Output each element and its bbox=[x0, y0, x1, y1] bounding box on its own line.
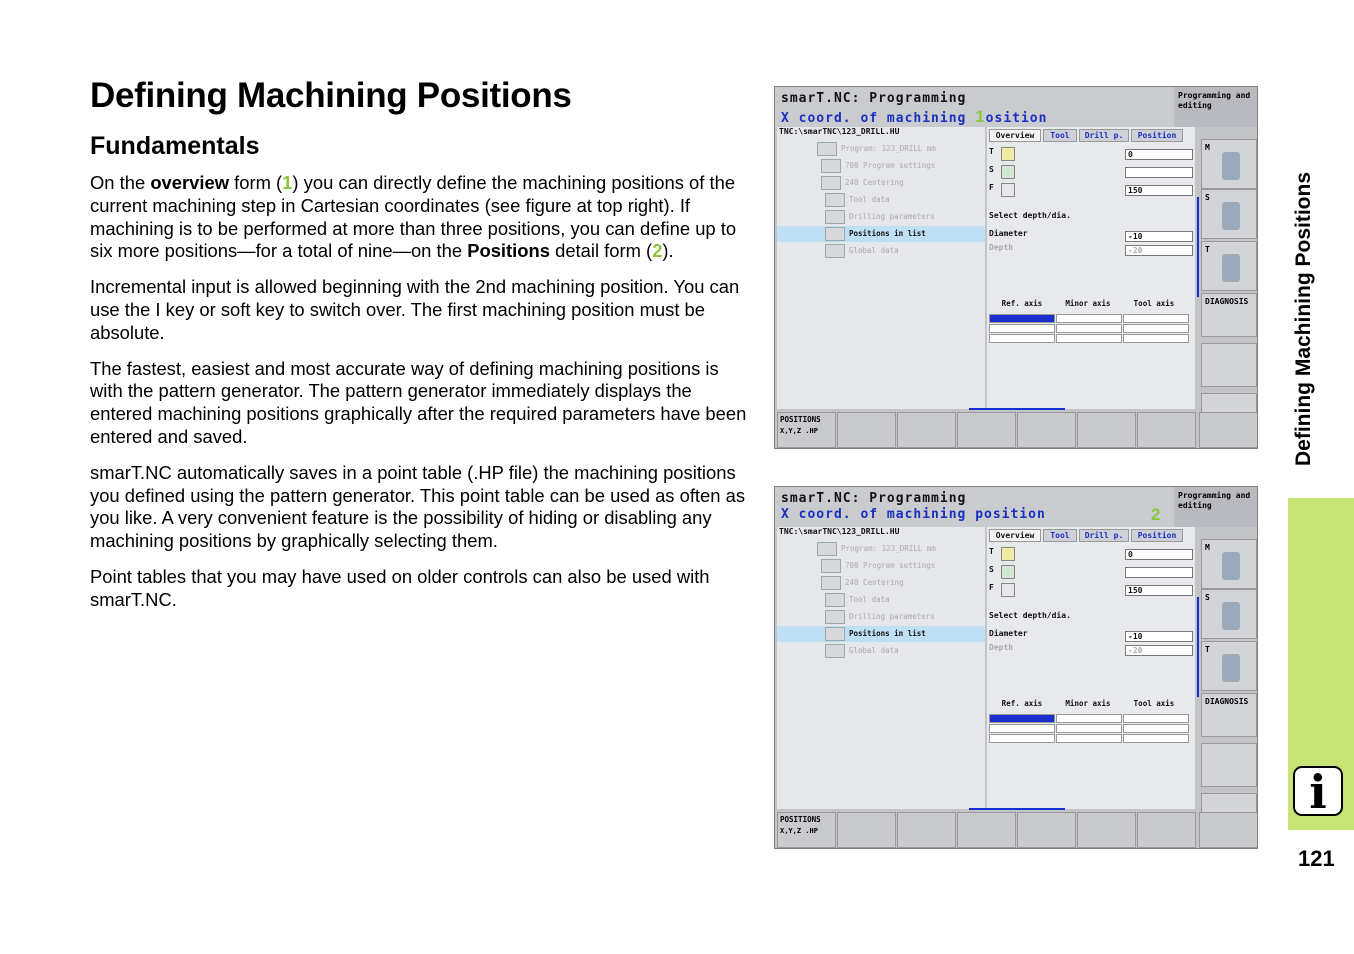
tool-icon bbox=[1001, 147, 1015, 161]
softkey-positions[interactable] bbox=[777, 812, 836, 848]
machine-icon bbox=[1222, 552, 1240, 580]
form-tabs bbox=[987, 129, 1195, 142]
tool-change-icon bbox=[1222, 254, 1240, 282]
table-row[interactable] bbox=[989, 728, 1193, 738]
hp-label: .HP bbox=[805, 427, 818, 435]
field-s[interactable] bbox=[1125, 167, 1193, 178]
paragraph-3: The fastest, easiest and most accurate way of defining machining positions is with the pattern generator. The pattern generator immediately displays the entered machining positions graphically after the required parameters have been entered and saved. bbox=[90, 357, 747, 447]
spindle-icon bbox=[1001, 165, 1015, 179]
bold-positions: Positions bbox=[467, 240, 550, 262]
paragraph-1 bbox=[90, 172, 748, 263]
tree-node[interactable] bbox=[777, 609, 985, 625]
softkey-s[interactable] bbox=[1201, 189, 1257, 239]
depth-label: Depth bbox=[989, 243, 1014, 252]
tab-tool[interactable]: Tool bbox=[1043, 129, 1077, 142]
select-label: Select depth/dia. bbox=[989, 611, 1071, 620]
table-row[interactable] bbox=[989, 708, 1193, 718]
positions-table bbox=[989, 299, 1193, 338]
text-run: ). bbox=[662, 240, 674, 262]
tab-overview[interactable]: Overview bbox=[989, 129, 1041, 142]
tree-node-label: 240 Centering bbox=[845, 578, 904, 587]
body-text bbox=[90, 172, 748, 625]
softkey-label: M bbox=[1205, 143, 1210, 152]
tool-icon bbox=[825, 193, 845, 207]
softkey-label: S bbox=[1205, 593, 1210, 602]
softkey-label: M bbox=[1205, 543, 1210, 552]
xyz-label: X,Y,Z bbox=[780, 427, 802, 435]
depth-row bbox=[989, 643, 1193, 659]
text-run: ) you can directly define the machining positions of the current machining step in Cartesian coordinates (see figure at top right). If machining is to be performed at more than three positions, you can define up to six more positions—for a total of nine—on the bbox=[90, 172, 737, 262]
marker-2: 2 bbox=[652, 240, 663, 262]
softkey-diagnosis[interactable] bbox=[1201, 293, 1257, 337]
softkey-label: DIAGNOSIS bbox=[1205, 297, 1249, 306]
diameter-label: Diameter bbox=[989, 229, 1028, 238]
tree-node-label: Program: 123_DRILL mm bbox=[841, 144, 936, 153]
tree-node-label: 700 Program settings bbox=[845, 561, 936, 570]
softkey-m[interactable] bbox=[1201, 139, 1257, 189]
screenshot-overview-form bbox=[774, 86, 1258, 449]
globe-icon bbox=[825, 244, 845, 258]
softkey-empty[interactable] bbox=[1077, 812, 1136, 848]
tree-node[interactable] bbox=[777, 192, 985, 208]
softkey-label: T bbox=[1205, 645, 1210, 654]
softkey-t[interactable] bbox=[1201, 641, 1257, 691]
table-row[interactable] bbox=[989, 308, 1193, 318]
tree-node[interactable] bbox=[777, 643, 985, 659]
field-row-f: F 150 bbox=[989, 583, 1193, 599]
field-title-part: X coord. of machining bbox=[781, 507, 967, 522]
centering-icon bbox=[821, 176, 841, 190]
spindle-icon bbox=[1222, 202, 1240, 230]
table-cell[interactable] bbox=[1123, 734, 1189, 743]
tree-node-label: Tool data bbox=[849, 595, 890, 604]
paragraph-4: smarT.NC automatically saves in a point table (.HP file) the machining positions you defined using the pattern generator. This point table can be used as often as you like. A very convenient feature is the possibility of hiding or disabling any machining positions by graphically selecting them. bbox=[90, 461, 746, 552]
globe-icon bbox=[825, 644, 845, 658]
program-tree bbox=[777, 127, 985, 409]
softkey-label: T bbox=[1205, 245, 1210, 254]
softkey-sub bbox=[780, 827, 833, 835]
section-title: Fundamentals bbox=[90, 132, 260, 160]
field-title-part: position bbox=[975, 507, 1046, 522]
softkey-diagnosis[interactable] bbox=[1201, 693, 1257, 737]
hp-label: .HP bbox=[805, 827, 818, 835]
table-header bbox=[989, 299, 1193, 308]
softkey-empty[interactable] bbox=[1077, 412, 1136, 448]
tree-node-label: Global data bbox=[849, 646, 899, 655]
settings-icon bbox=[821, 159, 841, 173]
screen-title: smarT.NC: Programming bbox=[781, 91, 967, 106]
screenshot-positions-form bbox=[774, 486, 1258, 849]
text-run: On the bbox=[90, 172, 151, 193]
field-row-s: S bbox=[989, 165, 1193, 181]
screen-field-title bbox=[781, 507, 1046, 522]
col-tool-axis: Tool axis bbox=[1133, 299, 1175, 308]
softkey-empty[interactable] bbox=[837, 812, 896, 848]
table-cell[interactable] bbox=[1056, 734, 1122, 743]
tree-node[interactable] bbox=[777, 243, 985, 259]
select-row bbox=[989, 211, 1193, 227]
softkey-m[interactable] bbox=[1201, 539, 1257, 589]
screen-title: smarT.NC: Programming bbox=[781, 491, 967, 506]
col-ref-axis: Ref. axis bbox=[1001, 299, 1043, 308]
centering-icon bbox=[821, 576, 841, 590]
info-i-icon bbox=[1293, 765, 1343, 819]
info-glyph: i bbox=[1309, 765, 1327, 819]
field-row-t: T 0 bbox=[989, 547, 1193, 563]
tree-node-label: 240 Centering bbox=[845, 178, 904, 187]
softkey-sub bbox=[780, 427, 833, 435]
softkey-s[interactable] bbox=[1201, 589, 1257, 639]
scroll-indicator bbox=[969, 808, 1065, 810]
bold-overview: overview bbox=[150, 172, 230, 193]
screen-field-title bbox=[781, 107, 1047, 127]
bottom-softkeys bbox=[775, 411, 1258, 449]
softkey-empty[interactable] bbox=[1017, 412, 1076, 448]
tree-node[interactable] bbox=[777, 209, 985, 225]
field-s[interactable] bbox=[1125, 567, 1193, 578]
screen-header bbox=[775, 87, 1173, 127]
softkey-empty[interactable] bbox=[1137, 812, 1196, 848]
callout-marker: 2 bbox=[1151, 505, 1161, 524]
right-softkeys bbox=[1199, 127, 1257, 449]
col-minor-axis: Minor axis bbox=[1065, 699, 1111, 708]
table-cell[interactable] bbox=[1123, 334, 1189, 343]
program-tree bbox=[777, 527, 985, 809]
tab-overview[interactable]: Overview bbox=[989, 529, 1041, 542]
tool-icon bbox=[825, 593, 845, 607]
col-tool-axis: Tool axis bbox=[1133, 699, 1175, 708]
softkey-empty[interactable] bbox=[957, 812, 1016, 848]
softkey-empty[interactable] bbox=[897, 412, 956, 448]
tool-change-icon bbox=[1222, 654, 1240, 682]
tab-position[interactable]: Position bbox=[1131, 529, 1183, 542]
machine-icon bbox=[1222, 152, 1240, 180]
select-label: Select depth/dia. bbox=[989, 211, 1071, 220]
settings-icon bbox=[821, 559, 841, 573]
field-depth[interactable]: -20 bbox=[1125, 645, 1193, 656]
drill-icon bbox=[825, 210, 845, 224]
select-row bbox=[989, 611, 1193, 627]
page-title: Defining Machining Positions bbox=[90, 76, 572, 115]
spindle-icon bbox=[1222, 602, 1240, 630]
tree-node-label: Drilling parameters bbox=[849, 612, 935, 621]
table-cell[interactable] bbox=[989, 734, 1055, 743]
table-row[interactable] bbox=[989, 718, 1193, 728]
tab-tool[interactable]: Tool bbox=[1043, 529, 1077, 542]
tree-node[interactable] bbox=[777, 575, 985, 591]
tree-node-label: Tool data bbox=[849, 195, 890, 204]
right-softkeys bbox=[1199, 527, 1257, 849]
tree-node[interactable] bbox=[777, 158, 985, 174]
softkey-empty[interactable] bbox=[957, 412, 1016, 448]
diameter-label: Diameter bbox=[989, 629, 1028, 638]
tree-node-selected[interactable] bbox=[777, 226, 985, 242]
table-row[interactable] bbox=[989, 318, 1193, 328]
tree-node-label: Program: 123_DRILL mm bbox=[841, 544, 936, 553]
positions-table bbox=[989, 699, 1193, 738]
depth-row bbox=[989, 243, 1193, 259]
tree-node-label: Positions in list bbox=[849, 229, 926, 238]
field-row-f: F 150 bbox=[989, 183, 1193, 199]
marker-1: 1 bbox=[282, 172, 293, 193]
callout-marker: 1 bbox=[975, 107, 986, 126]
text-run: form ( bbox=[229, 172, 283, 193]
file-path: TNC:\smarTNC\123_DRILL.HU bbox=[779, 527, 900, 536]
tab-position[interactable]: Position bbox=[1131, 129, 1183, 142]
field-t[interactable]: 0 bbox=[1125, 549, 1193, 560]
field-title-part: X coord. of machining bbox=[781, 111, 967, 126]
screen-header bbox=[775, 487, 1173, 527]
feed-icon bbox=[1001, 183, 1015, 197]
program-icon bbox=[817, 542, 837, 556]
tree-node[interactable] bbox=[777, 592, 985, 608]
tree-node[interactable] bbox=[777, 141, 985, 157]
paragraph-5: Point tables that you may have used on older controls can also be used with smarT.NC. bbox=[90, 565, 710, 610]
field-diameter[interactable]: -10 bbox=[1125, 231, 1193, 242]
detail-form bbox=[987, 527, 1195, 809]
positions-icon bbox=[825, 227, 845, 241]
softkey-tool-view[interactable] bbox=[1199, 412, 1258, 448]
scroll-indicator bbox=[969, 408, 1065, 410]
field-diameter[interactable]: -10 bbox=[1125, 631, 1193, 642]
vertical-section-title: Defining Machining Positions bbox=[1292, 172, 1315, 466]
softkey-t[interactable] bbox=[1201, 241, 1257, 291]
softkey-empty[interactable] bbox=[1137, 412, 1196, 448]
tree-node-label: Global data bbox=[849, 246, 899, 255]
softkey-label: S bbox=[1205, 193, 1210, 202]
softkey-empty[interactable] bbox=[1201, 743, 1257, 787]
softkey-label: POSITIONS bbox=[780, 415, 821, 424]
table-cell[interactable] bbox=[989, 334, 1055, 343]
table-row[interactable] bbox=[989, 328, 1193, 338]
drill-icon bbox=[825, 610, 845, 624]
softkey-positions[interactable] bbox=[777, 412, 836, 448]
tool-icon bbox=[1001, 547, 1015, 561]
tab-drill[interactable]: Drill p. bbox=[1079, 529, 1129, 542]
softkey-empty[interactable] bbox=[1017, 812, 1076, 848]
softkey-label: DIAGNOSIS bbox=[1205, 697, 1249, 706]
softkey-empty[interactable] bbox=[837, 412, 896, 448]
text-run: detail form ( bbox=[549, 240, 653, 262]
depth-label: Depth bbox=[989, 643, 1014, 652]
tree-node-label: 700 Program settings bbox=[845, 161, 936, 170]
paragraph-2: Incremental input is allowed beginning with the 2nd machining position. You can use the I key or soft key to switch over. The first machining position must be absolute. bbox=[90, 276, 740, 343]
page-number: 121 bbox=[1298, 846, 1335, 871]
softkey-empty[interactable] bbox=[897, 812, 956, 848]
tree-node-selected[interactable] bbox=[777, 626, 985, 642]
table-header bbox=[989, 699, 1193, 708]
tree-node-label: Drilling parameters bbox=[849, 212, 935, 221]
bottom-softkeys bbox=[775, 811, 1258, 849]
tab-drill[interactable]: Drill p. bbox=[1079, 129, 1129, 142]
softkey-label: POSITIONS bbox=[780, 815, 821, 824]
tree-node-label: Positions in list bbox=[849, 629, 926, 638]
form-tabs bbox=[987, 529, 1195, 542]
file-path: TNC:\smarTNC\123_DRILL.HU bbox=[779, 127, 900, 136]
tree-node[interactable] bbox=[777, 175, 985, 191]
xyz-label: X,Y,Z bbox=[780, 827, 802, 835]
tree-node[interactable] bbox=[777, 558, 985, 574]
program-icon bbox=[817, 142, 837, 156]
field-f[interactable]: 150 bbox=[1125, 185, 1193, 196]
field-t[interactable]: 0 bbox=[1125, 149, 1193, 160]
table-cell[interactable] bbox=[1056, 334, 1122, 343]
feed-icon bbox=[1001, 583, 1015, 597]
tree-node[interactable] bbox=[777, 541, 985, 557]
mode-indicator: Programming and editing bbox=[1175, 87, 1257, 127]
mode-indicator: Programming and editing bbox=[1175, 487, 1257, 527]
softkey-tool-view[interactable] bbox=[1199, 812, 1258, 848]
field-row-s: S bbox=[989, 565, 1193, 581]
field-depth[interactable]: -20 bbox=[1125, 245, 1193, 256]
spindle-icon bbox=[1001, 565, 1015, 579]
field-row-t: T 0 bbox=[989, 147, 1193, 163]
detail-form bbox=[987, 127, 1195, 409]
col-ref-axis: Ref. axis bbox=[1001, 699, 1043, 708]
field-title-part: osition bbox=[985, 111, 1048, 126]
softkey-empty[interactable] bbox=[1201, 343, 1257, 387]
field-f[interactable]: 150 bbox=[1125, 585, 1193, 596]
col-minor-axis: Minor axis bbox=[1065, 299, 1111, 308]
positions-icon bbox=[825, 627, 845, 641]
